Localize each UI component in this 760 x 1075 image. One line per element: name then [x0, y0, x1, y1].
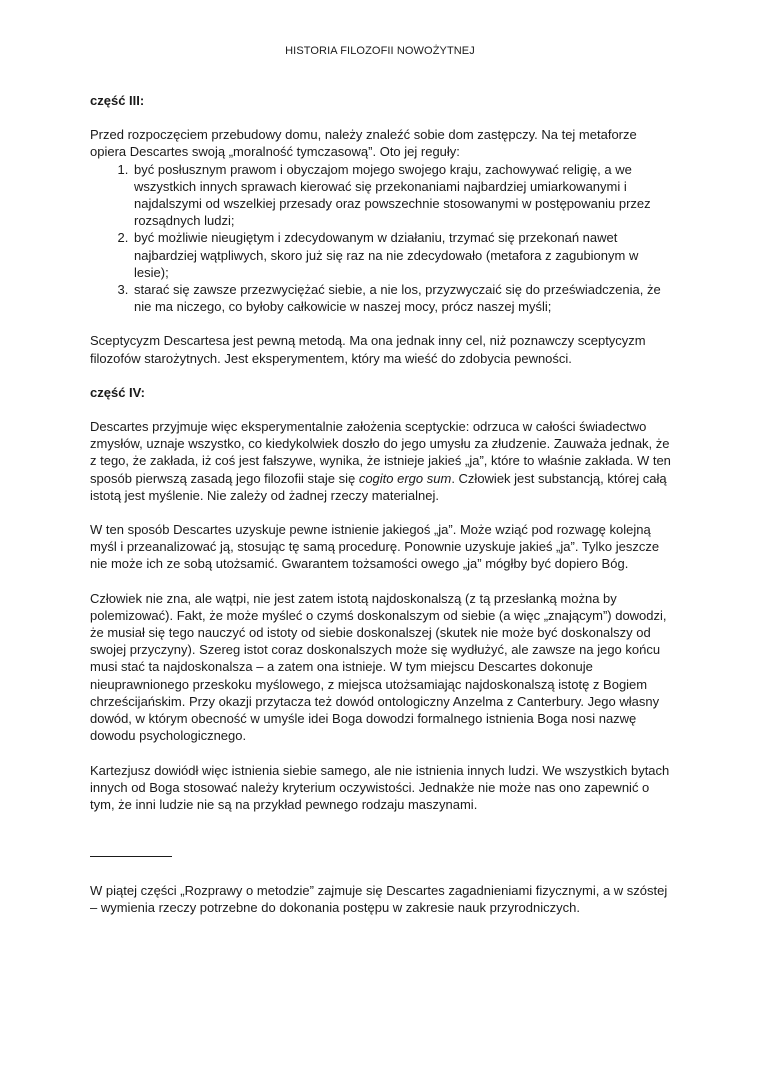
other-people-paragraph: Kartezjusz dowiódł więc istnienia siebie samego, ale nie istnienia innych ludzi. We wszystkich bytach innych od Boga stosować należy kryterium oczywistości. Jednakże nie może nas ono zapewnić o tym, że inni ludzie nie są na przykład pewnego rodzaju maszynami.	[90, 762, 670, 812]
cogito-italic: cogito ergo sum	[358, 470, 452, 486]
part-3-intro: Przed rozpoczęciem przebudowy domu, należy znaleźć sobie dom zastępczy. Na tej metaforze opiera Descartes swoją „moralność tymczasową”. Oto jej reguły:	[90, 127, 637, 160]
ja-paragraph: W ten sposób Descartes uzyskuje pewne istnienie jakiegoś „ja”. Może wziąć pod rozwagę kolejną myśl i przeanalizować ją, stosując tę samą procedurę. Ponownie uzyskuje jakieś „ja”. Tylko jeszcze nie może ich ze sobą utożsamić. Gwarantem tożsamości owego „ja” mógłby być dopiero Bóg.	[90, 522, 660, 572]
rule-item: 2. być możliwie nieugiętym i zdecydowanym w działaniu, trzymać się przekonań nawet najbardziej wątpliwych, skoro już się raz na nie zdecydowało (metafora z zagubionym w lesie);	[132, 229, 675, 281]
cogito-text-after: . Człowiek jest substancją, której całą istotą jest myślenie. Nie zależy od żadnej rzeczy materialnej.	[90, 470, 667, 503]
scepticism-paragraph: Sceptycyzm Descartesa jest pewną metodą. Ma ona jednak inny cel, niż poznawczy sceptycyzm filozofów starożytnych. Jest eksperymentem, który ma wieść do zdobycia pewności.	[90, 333, 646, 366]
rule-item: 1. być posłusznym prawom i obyczajom mojego swojego kraju, zachowywać religię, a we wszystkich innych sprawach kierować się przekonaniami najbardziej umiarkowanymi i najdalszymi od wszelkiej przesady oraz powszechnie stosowanymi w postępowaniu przez rozsądnych ludzi;	[132, 161, 675, 230]
part-4-title: część IV:	[90, 384, 145, 400]
rule-item: 3. starać się zawsze przezwyciężać siebie, a nie los, przyzwyczaić się do przeświadczenia, że nie ma niczego, co byłoby całkowicie w naszej mocy, prócz naszej myśli;	[132, 281, 675, 315]
god-proof-paragraph: Człowiek nie zna, ale wątpi, nie jest zatem istotą najdoskonalszą (z tą przesłanką można by polemizować). Fakt, że może myśleć o czymś doskonalszym od siebie (a więc „znającym”) dowodzi, że musiał się tego nauczyć od istoty od siebie doskonalszej (skutek nie może być doskonalszy od swojej przyczyny). Szereg istot coraz doskonalszych może się wydłużyć, ale zawsze na jego końcu musi stać ta najdoskonalsza – a zatem ona istnieje. W tym miejscu Descartes dokonuje nieuprawnionego przeskoku myślowego, z miejsca utożsamiając najdoskonalszą istotę z Bogiem chrześcijańskim. Przy okazji przytacza też dowód ontologiczny Anzelma z Canterbury. Jego własny dowód, w którym obecność w umyśle idei Boga dowodzi formalnego istnienia Boga nosi nazwę dowodu psychologicznego.	[90, 590, 667, 744]
part-3-title: część III:	[90, 93, 145, 108]
footnote-text: W piątej części „Rozprawy o metodzie” zajmuje się Descartes zagadnieniami fizycznymi, a w szóstej – wymienia rzeczy potrzebne do dokonania postępu w zakresie nauk przyrodniczych.	[90, 883, 668, 916]
main-content	[90, 92, 675, 830]
footnote-divider	[90, 856, 172, 857]
cogito-paragraph	[90, 418, 675, 504]
page-header: HISTORIA FILOZOFII NOWOŻYTNEJ	[285, 45, 475, 57]
rules-list	[90, 161, 675, 316]
cogito-text-before: Descartes przyjmuje więc eksperymentalnie założenia sceptyckie: odrzuca w całości świadectwo zmysłów, uznaje wszystko, co kiedykolwiek doszło do jego umysłu za złudzenie. Zauważa jednak, że z tego, że zakłada, iż coś jest fałszywe, wynika, że istnieje jakieś „ja”, które to właśnie zakłada. W ten sposób pierwszą zasadą jego filozofii staje się	[90, 419, 671, 486]
